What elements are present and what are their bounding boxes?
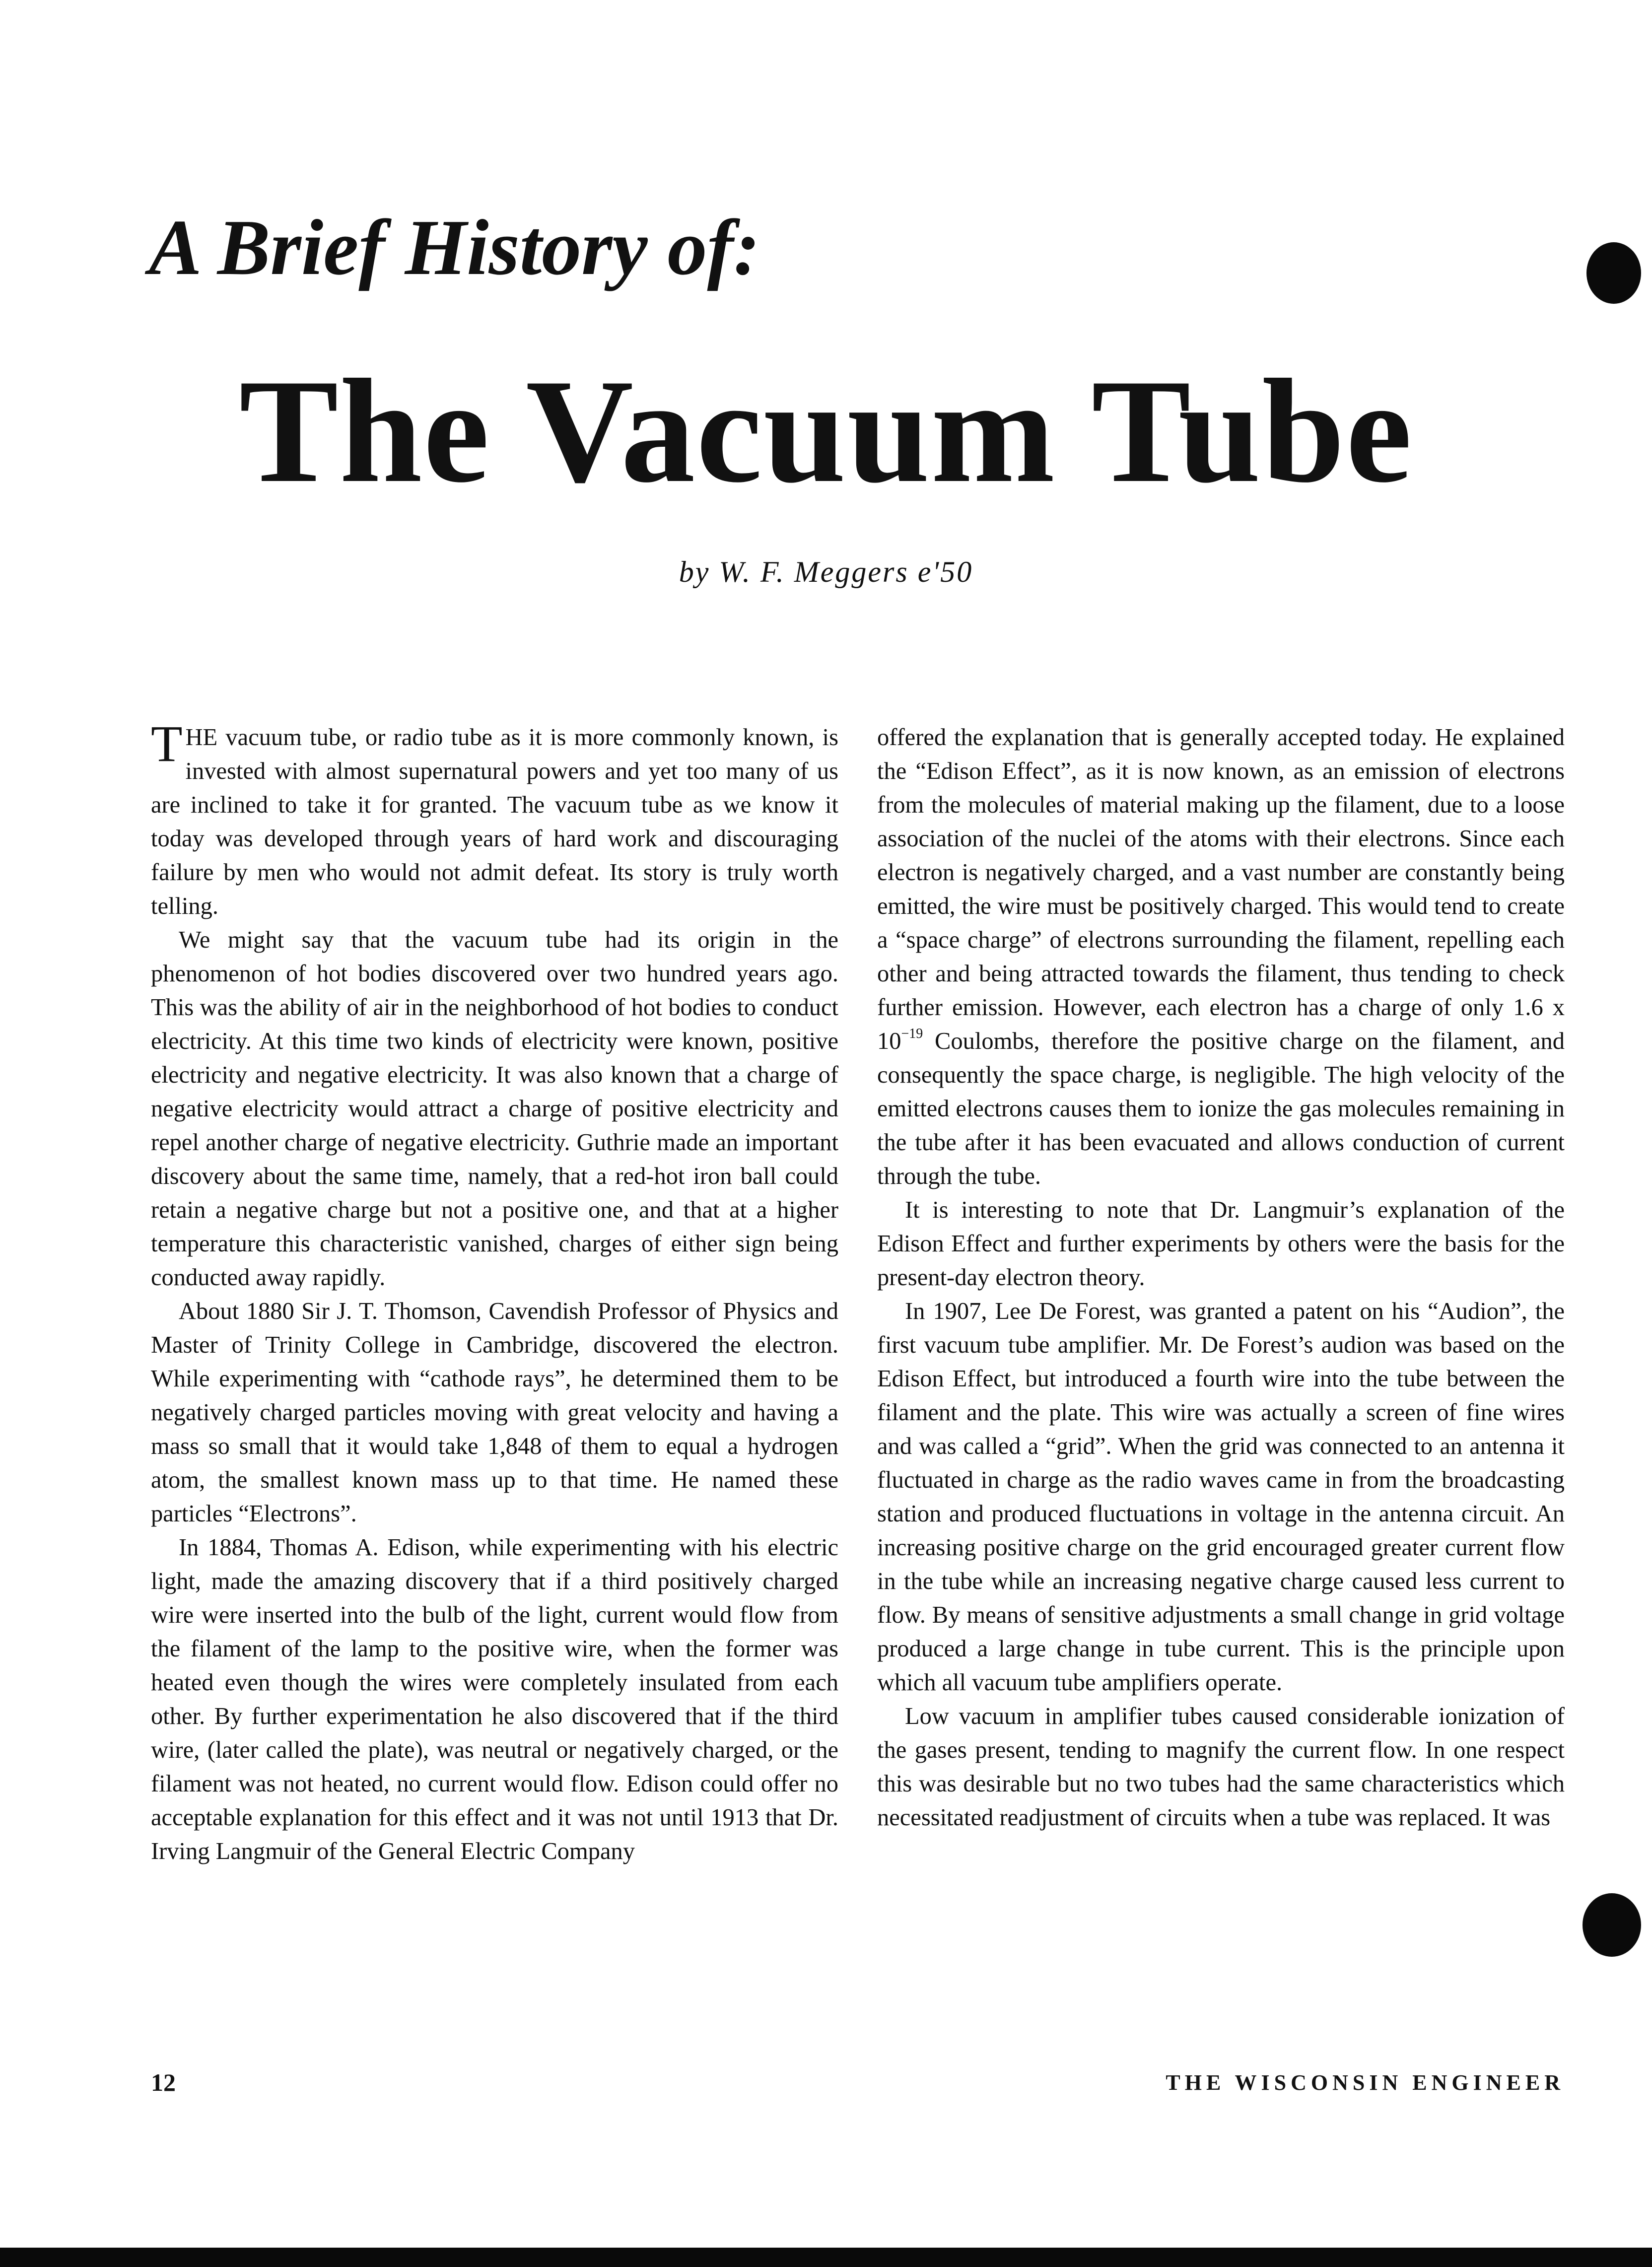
article-title: The Vacuum Tube <box>239 348 1413 513</box>
paragraph-1-text: HE vacuum tube, or radio tube as it is more commonly known, is invested with almost supernatural powers and yet too many of us are inclined to take it for granted. The vacuum tube as we know it today was developed through years of hard work and discouraging failure by men who would not admit defeat. Its story is truly worth telling. <box>151 724 838 919</box>
drop-cap: T <box>151 721 183 772</box>
paragraph-4: In 1884, Thomas A. Edison, while experimenting with his electric light, made the amazing discovery that if a third positively charged wire were inserted into the bulb of the light, current would flow from the filament of the lamp to the positive wire, when the former was heated even though the wires were completely insulated from each other. By further experimentation he also discovered that if the third wire, (later called the plate), was neutral or negatively charged, or the filament was not heated, no current would flow. Edison could offer no acceptable explanation for this effect and it was not until 1913 that Dr. Irving Langmuir of the General Electric Company <box>151 1534 838 1864</box>
exponent: −19 <box>901 1026 923 1041</box>
paragraph-2: We might say that the vacuum tube had its origin in the phenomenon of hot bodies discovered over two hundred years ago. This was the ability of air in the neighborhood of hot bodies to conduct electricity. At this time two kinds of electricity were known, positive electricity and negative electricity. It was also known that a charge of negative electricity would attract a charge of positive electricity and repel another charge of negative electricity. Guthrie made an important discovery about the same time, namely, that a red-hot iron ball could retain a negative charge but not a positive one, and that at a higher temperature this characteristic vanished, charges of either sign being conducted away rapidly. <box>151 927 838 1291</box>
right-column <box>877 721 1565 2071</box>
paragraph-5 <box>877 721 1565 1193</box>
paragraph-5-text-a: offered the explanation that is generally accepted today. He explained the “Edison Effect”, as it is now known, as an emission of electrons from the molecules of material making up the filament, due to a loose association of the nuclei of the atoms with their electrons. Since each electron is negatively charged, and a vast number are constantly being emitted, the wire must be positively charged. This would tend to create a “space charge” of electrons surrounding the filament, repelling each other and being attracted towards the filament, thus tending to check further emission. However, each electron has a charge of only 1.6 x 10 <box>877 724 1565 1054</box>
title-line-1: A Brief History of: <box>149 203 760 291</box>
paragraph-3: About 1880 Sir J. T. Thomson, Cavendish Professor of Physics and Master of Trinity College in Cambridge, discovered the electron. While experimenting with “cathode rays”, he determined them to be negatively charged particles moving with great velocity and having a mass so small that it would take 1,848 of them to equal a hydrogen atom, the smallest known mass up to that time. He named these particles “Electrons”. <box>151 1298 838 1527</box>
paragraph-6: It is interesting to note that Dr. Langmuir’s explanation of the Edison Effect and further experiments by others were the basis for the present-day electron theory. <box>877 1197 1565 1291</box>
paragraph-7: In 1907, Lee De Forest, was granted a patent on his “Audion”, the first vacuum tube amplifier. Mr. De Forest’s audion was based on the Edison Effect, but introduced a fourth wire into the tube between the filament and the plate. This wire was actually a screen of fine wires and was called a “grid”. When the grid was connected to an antenna it fluctuated in charge as the radio waves came in from the broadcasting station and produced fluctuations in voltage in the antenna circuit. An increasing positive charge on the grid encouraged greater current flow in the tube while an increasing negative charge caused less current to flow. By means of sensitive adjustments a small change in grid voltage produced a large change in tube current. This is the principle upon which all vacuum tube amplifiers operate. <box>877 1298 1565 1696</box>
punch-hole-middle <box>1583 1893 1641 1957</box>
scan-edge-bar <box>0 2248 1652 2267</box>
paragraph-1 <box>151 721 838 923</box>
byline: by W. F. Meggers e'50 <box>679 555 973 588</box>
paragraph-8: Low vacuum in amplifier tubes caused considerable ionization of the gases present, tending to magnify the current flow. In one respect this was desirable but no two tubes had the same characteristics which necessitated readjustment of circuits when a tube was replaced. It was <box>877 1703 1565 1831</box>
paragraph-5-text-b: Coulombs, therefore the positive charge on the filament, and consequently the space charge, is negligible. The high velocity of the emitted electrons causes them to ionize the gas molecules remaining in the tube after it has been evacuated and allows conduction of current through the tube. <box>877 1028 1565 1189</box>
punch-hole-top <box>1586 242 1641 304</box>
left-column <box>151 721 838 2071</box>
journal-name: THE WISCONSIN ENGINEER <box>1166 2070 1565 2095</box>
page-number: 12 <box>151 2068 176 2096</box>
